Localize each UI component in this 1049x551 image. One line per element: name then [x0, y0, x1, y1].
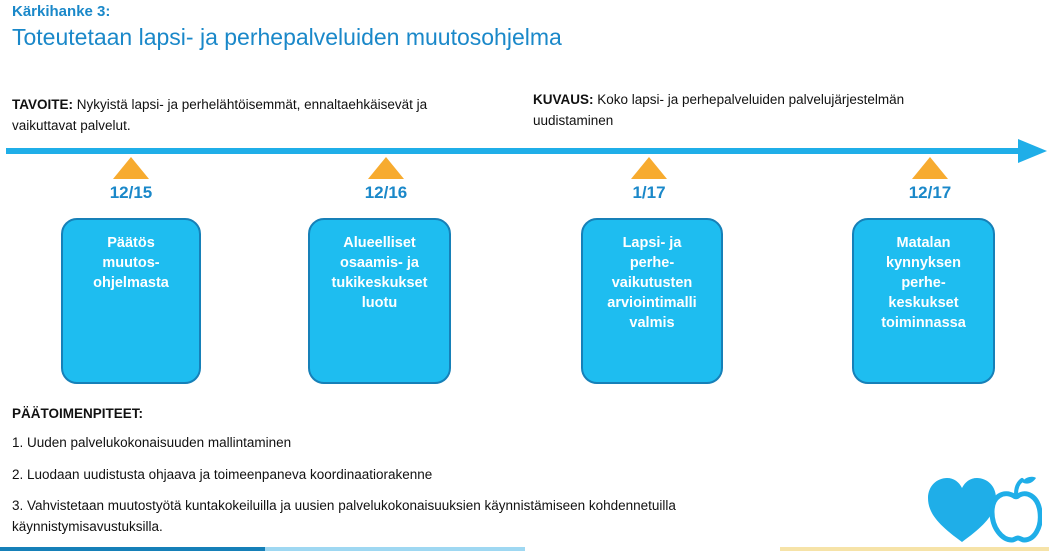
milestone-1-line-2: muutos-	[102, 255, 160, 271]
milestone-box-1	[61, 218, 201, 384]
kicker: Kärkihanke 3:	[12, 3, 111, 20]
milestone-3-line-2: perhe-	[629, 255, 675, 271]
milestone-2-line-2: osaamis- ja	[340, 255, 419, 271]
milestone-3-line-1: Lapsi- ja	[622, 235, 682, 251]
milestone-3-line-5: valmis	[629, 315, 675, 331]
milestone-1-line-3: ohjelmasta	[93, 275, 169, 291]
goal-text	[12, 94, 492, 136]
milestone-4-line-4: keskukset	[888, 295, 959, 311]
milestone-2-line-3: tukikeskukset	[331, 275, 428, 291]
action-item-3: 3. Vahvistetaan muutostyötä kuntakokeiluilla ja uusien palvelukokonaisuuksien käynnistämiseen kohdennetuilla käynnistymisavustuksilla.	[12, 498, 676, 534]
milestone-4-line-1: Matalan	[896, 235, 951, 251]
milestone-date-2: 12/16	[364, 183, 408, 202]
timeline-arrow-line	[6, 148, 1022, 154]
milestone-box-2	[308, 218, 451, 384]
heart-apple-logo-icon	[922, 468, 1042, 548]
goal-body: Nykyistä lapsi- ja perhelähtöisemmät, ennaltaehkäisevät ja vaikuttavat palvelut.	[12, 97, 428, 133]
action-item-2: 2. Luodaan uudistusta ohjaava ja toimeenpaneva koordinaatiorakenne	[12, 467, 433, 482]
milestone-box-4	[852, 218, 995, 384]
milestone-4-line-5: toiminnassa	[881, 315, 966, 331]
milestone-1-line-1: Päätös	[107, 235, 155, 251]
milestone-marker-2	[368, 157, 404, 179]
milestone-4-line-3: perhe-	[901, 275, 946, 291]
milestone-2-line-1: Alueelliset	[343, 235, 416, 251]
milestone-box-3	[581, 218, 723, 384]
description-text	[533, 89, 983, 131]
milestone-date-3: 1/17	[632, 183, 666, 202]
heart-apple-logo	[922, 468, 1042, 548]
page-title: Toteutetaan lapsi- ja perhepalveluiden muutosohjelma	[12, 24, 562, 50]
goal-label: TAVOITE:	[12, 97, 73, 112]
footer-line-lightblue	[265, 547, 525, 551]
milestone-date-4: 12/17	[908, 183, 952, 202]
milestone-date-1: 12/15	[109, 183, 153, 202]
description-body: Koko lapsi- ja perhepalveluiden palvelujärjestelmän uudistaminen	[533, 92, 905, 128]
milestone-3-line-4: arviointimalli	[607, 295, 697, 311]
description-label: KUVAUS:	[533, 92, 594, 107]
milestone-marker-1	[113, 157, 149, 179]
action-item-1: 1. Uuden palvelukokonaisuuden mallintaminen	[12, 435, 292, 450]
milestone-marker-4	[912, 157, 948, 179]
footer-line-yellow	[780, 547, 1049, 551]
milestone-3-line-3: vaikutusten	[611, 275, 693, 291]
timeline-arrow-head	[1018, 139, 1047, 163]
milestone-marker-3	[631, 157, 667, 179]
milestone-4-line-2: kynnyksen	[886, 255, 961, 271]
actions-title: PÄÄTOIMENPITEET:	[12, 406, 144, 421]
milestone-2-line-4: luotu	[361, 295, 398, 311]
footer-line-blue	[0, 547, 265, 551]
